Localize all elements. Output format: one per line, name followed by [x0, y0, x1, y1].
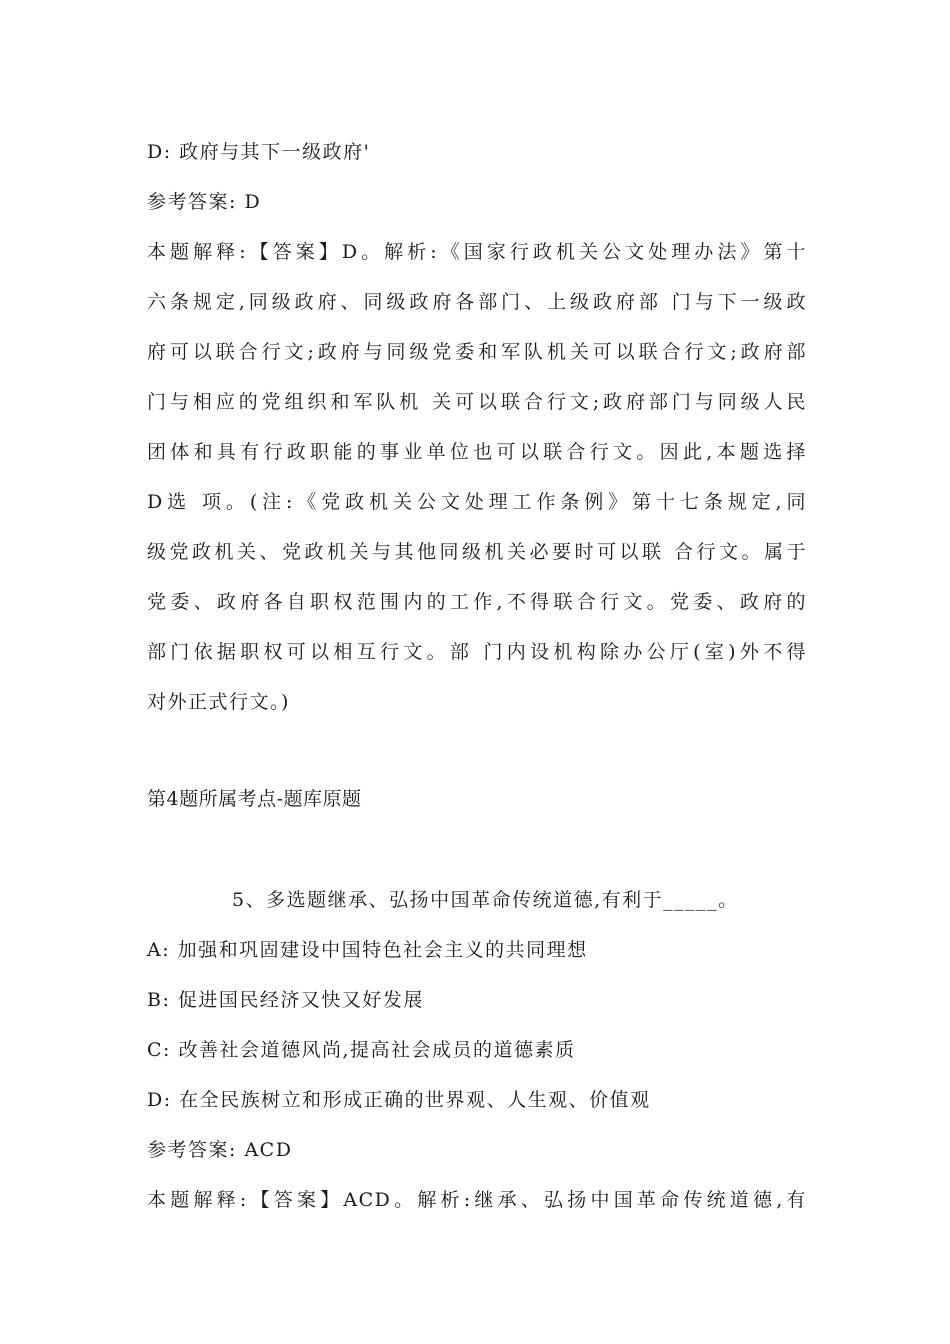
q4-explanation-line: 本题解释:【答案】D。解析:《国家行政机关公文处理办法》第十 [147, 241, 807, 263]
q4-explanation-line: D选 项。(注:《党政机关公文处理工作条例》第十七条规定,同 [147, 491, 807, 513]
q5-question: 5、多选题继承、弘扬中国革命传统道德,有利于_____。 [232, 889, 739, 911]
q4-explanation-line: 部门依据职权可以相互行文。部 门内设机构除办公厅(室)外不得 [147, 641, 807, 663]
q5-explanation-line: 本题解释:【答案】ACD。解析:继承、弘扬中国革命传统道德,有 [147, 1189, 807, 1211]
q4-knowledge-point: 第4题所属考点-题库原题 [147, 788, 362, 810]
q5-option-d: D: 在全民族树立和形成正确的世界观、人生观、价值观 [147, 1089, 651, 1111]
q4-option-d: D: 政府与其下一级政府' [147, 141, 371, 163]
q4-explanation-line: 府可以联合行文;政府与同级党委和军队机关可以联合行文;政府部 [147, 341, 807, 363]
q4-explanation-line: 对外正式行文。) [147, 691, 290, 713]
q5-answer: 参考答案: ACD [147, 1139, 293, 1161]
q5-option-a: A: 加强和巩固建设中国特色社会主义的共同理想 [147, 939, 588, 961]
q4-answer: 参考答案: D [147, 191, 262, 213]
q4-explanation-line: 级党政机关、党政机关与其他同级机关必要时可以联 合行文。属于 [147, 541, 807, 563]
q4-explanation-line: 门与相应的党组织和军队机 关可以联合行文;政府部门与同级人民 [147, 391, 807, 413]
q5-option-b: B: 促进国民经济又快又好发展 [147, 989, 424, 1011]
q4-explanation-line: 六条规定,同级政府、同级政府各部门、上级政府部 门与下一级政 [147, 291, 807, 313]
q5-option-c: C: 改善社会道德风尚,提高社会成员的道德素质 [147, 1039, 576, 1061]
q4-explanation-line: 党委、政府各自职权范围内的工作,不得联合行文。党委、政府的 [147, 591, 807, 613]
q4-explanation-line: 团体和具有行政职能的事业单位也可以联合行文。因此,本题选择 [147, 441, 807, 463]
